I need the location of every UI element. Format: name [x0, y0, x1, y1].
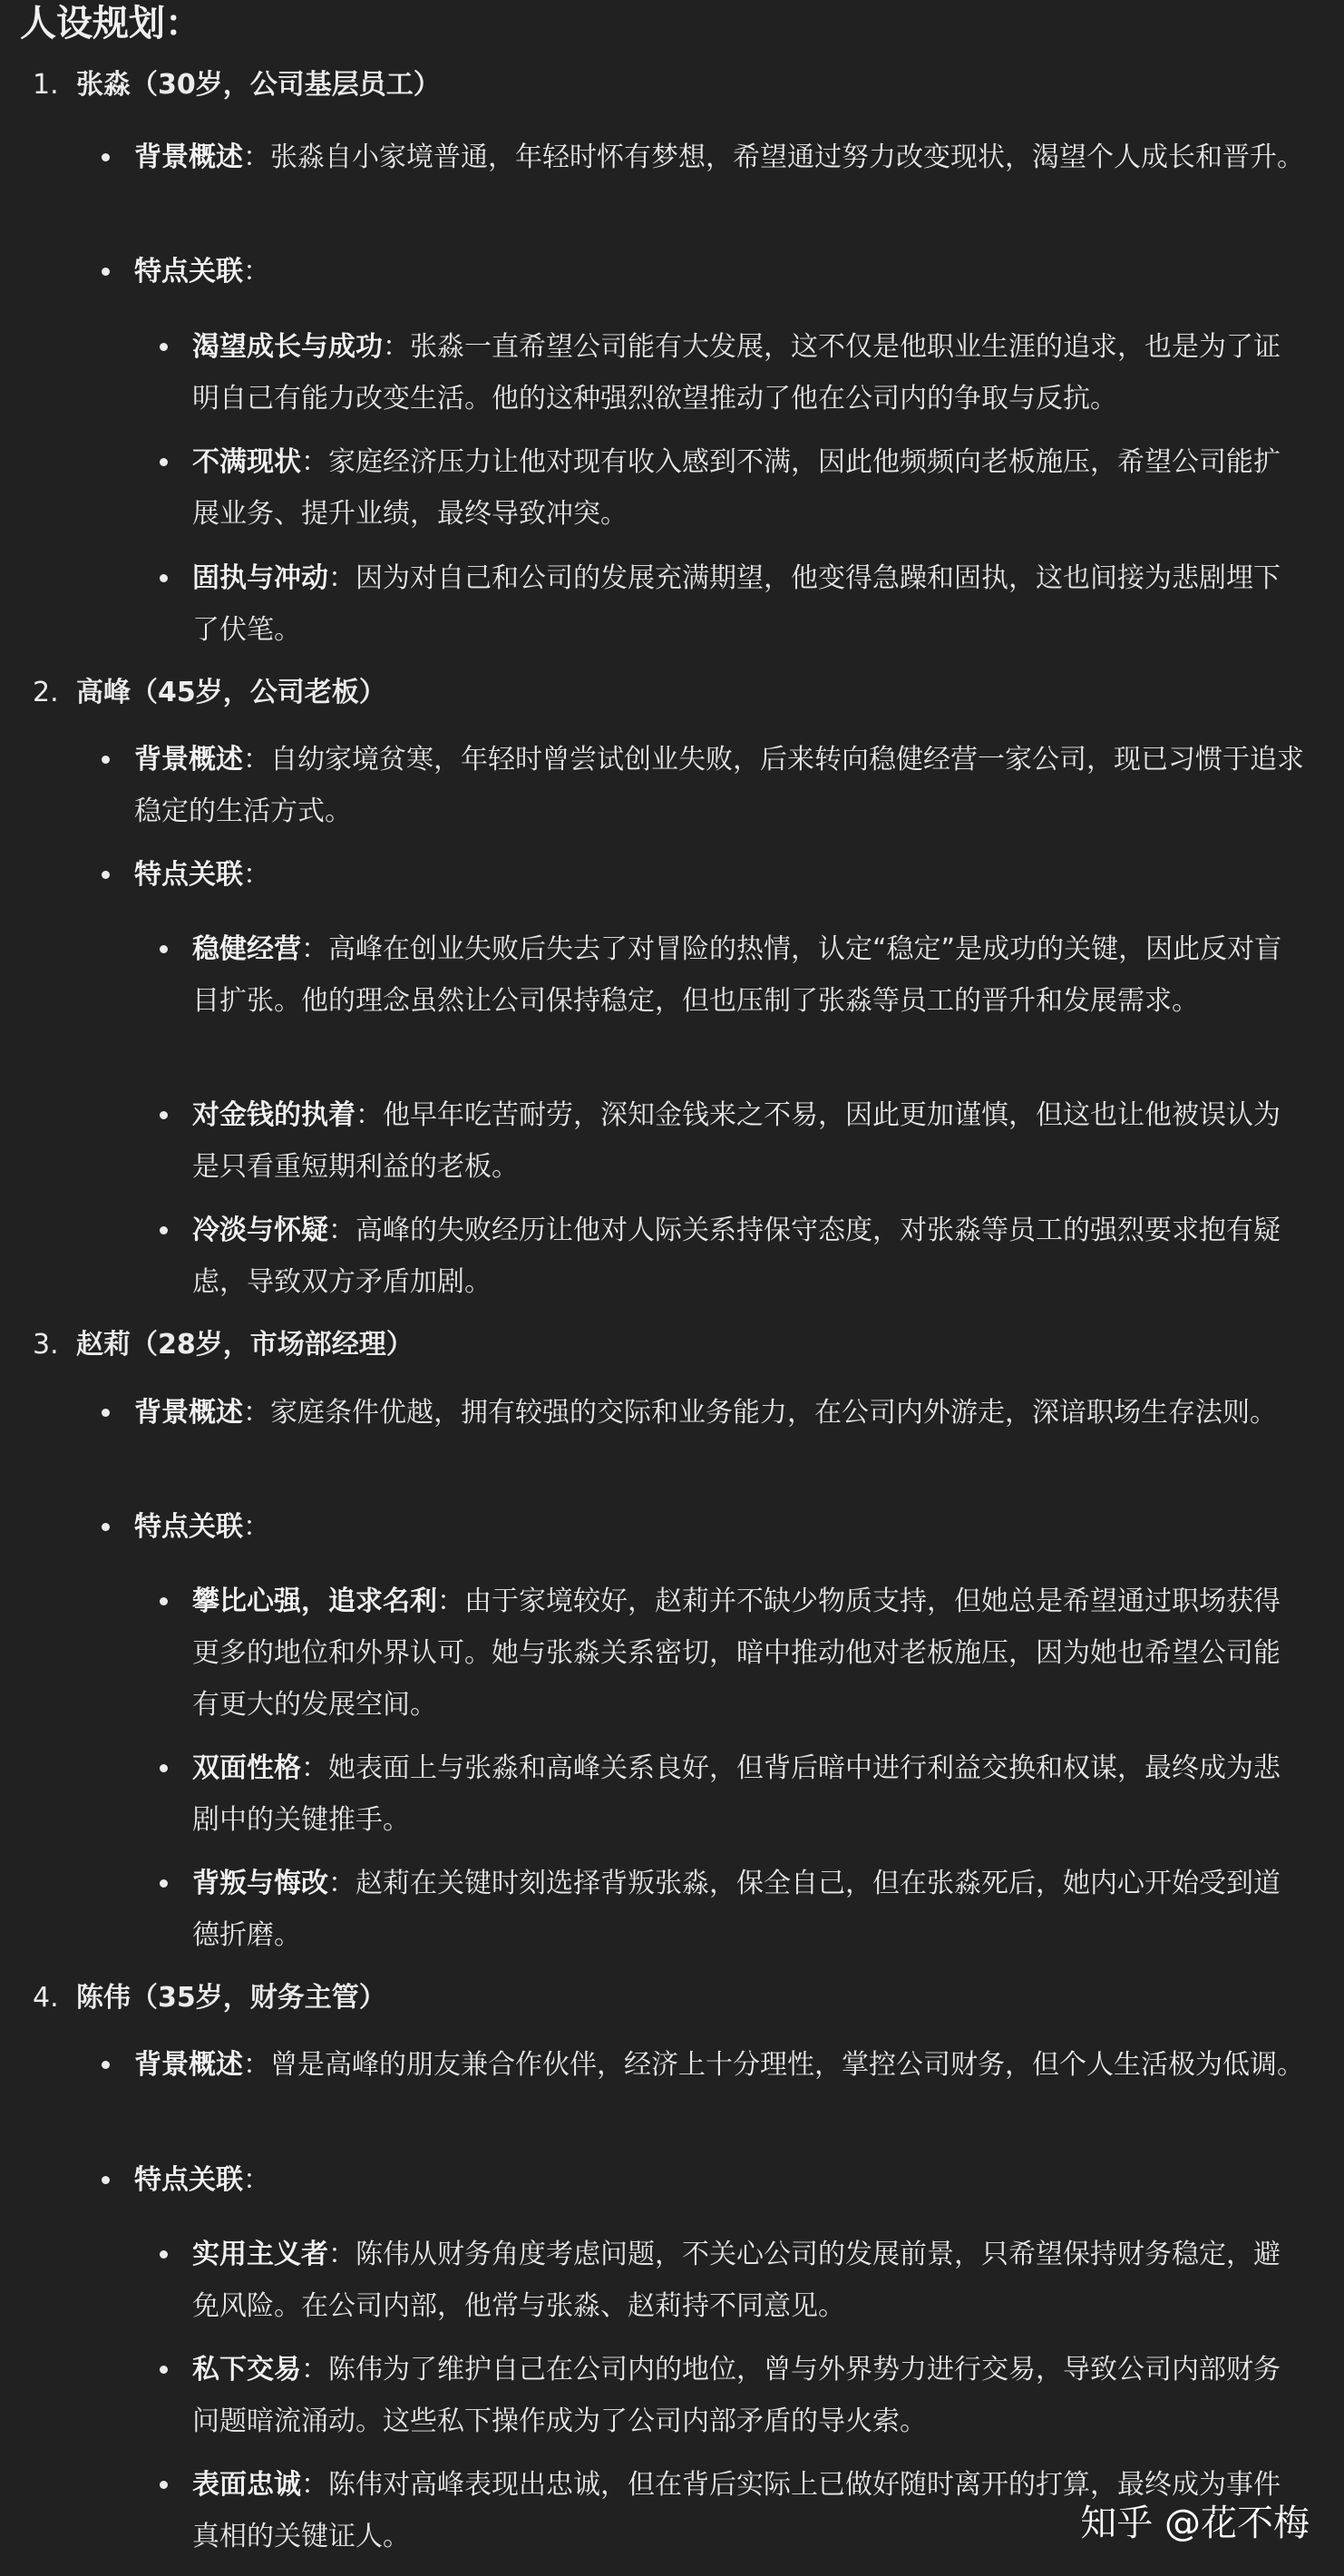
bullet-dot-icon: [160, 1879, 168, 1888]
trait-label: 稳健经营: [192, 933, 301, 965]
bullet-dot-icon: [160, 574, 168, 582]
trait-label: 攀比心强，追求名利: [192, 1586, 437, 1617]
background-bullet: [134, 1387, 1304, 1439]
trait-label: 实用主义者: [192, 2239, 328, 2270]
bullet-separator: ：: [243, 2164, 270, 2196]
bullet-separator: ：: [301, 933, 328, 965]
trait-label: 私下交易: [192, 2354, 301, 2386]
trait-label: 对金钱的执着: [192, 1099, 355, 1131]
bullet-dot-icon: [102, 153, 110, 161]
character-heading: [33, 1978, 386, 2018]
bullet-separator: ：: [328, 1215, 355, 1246]
bullet-separator: ：: [437, 1586, 464, 1617]
trait-text: 赵莉在关键时刻选择背叛张淼，保全自己，但在张淼死后，她内心开始受到道德折磨。: [192, 1868, 1281, 1951]
bullet-label: 背景概述: [134, 141, 243, 173]
bullet-label: 特点关联: [134, 256, 243, 288]
trait-label: 背叛与悔改: [192, 1868, 328, 1899]
trait-text: 家庭经济压力让他对现有收入感到不满，因此他频频向老板施压，希望公司能扩展业务、提升业绩，最终导致冲突。: [192, 446, 1281, 530]
list-number: 4.: [33, 1982, 59, 2014]
bullet-dot-icon: [160, 1226, 168, 1234]
trait-text: 陈伟为了维护自己在公司内的地位，曾与外界势力进行交易，导致公司内部财务问题暗流涌动。这些私下操作成为了公司内部矛盾的导火索。: [192, 2354, 1281, 2437]
bullet-dot-icon: [160, 2481, 168, 2489]
bullet-label: 特点关联: [134, 859, 243, 891]
bullet-separator: ：: [243, 256, 270, 288]
bullet-separator: ：: [301, 446, 328, 478]
bullet-separator: ：: [383, 331, 410, 363]
bullet-label: 特点关联: [134, 2164, 243, 2196]
trait-item: [192, 1742, 1304, 1846]
traits-bullet: [134, 849, 1304, 901]
bullet-separator: ：: [301, 2354, 328, 2386]
trait-item: [192, 1858, 1304, 1961]
trait-label: 固执与冲动: [192, 562, 328, 594]
bullet-dot-icon: [160, 945, 168, 953]
trait-item: [192, 1205, 1304, 1308]
bullet-dot-icon: [102, 2176, 110, 2184]
bullet-separator: ：: [328, 562, 355, 594]
trait-text: 陈伟对高峰表现出忠诚，但在背后实际上已做好随时离开的打算，最终成为事件真相的关键证人。: [192, 2469, 1281, 2552]
character-name: 陈伟（35岁，财务主管）: [76, 1982, 386, 2014]
bullet-text: 自幼家境贫寒，年轻时曾尝试创业失败，后来转向稳健经营一家公司，现已习惯于追求稳定的生活方式。: [134, 744, 1304, 827]
traits-bullet: [134, 246, 1304, 298]
bullet-text: 张淼自小家境普通，年轻时怀有梦想，希望通过努力改变现状，渴望个人成长和晋升。: [270, 141, 1304, 173]
bullet-dot-icon: [160, 1597, 168, 1605]
bullet-label: 背景概述: [134, 1397, 243, 1429]
bullet-separator: ：: [301, 2469, 328, 2501]
trait-item: [192, 321, 1304, 424]
list-number: 3.: [33, 1329, 59, 1361]
bullet-dot-icon: [160, 458, 168, 466]
bullet-dot-icon: [160, 1764, 168, 1772]
trait-item: [192, 923, 1304, 1027]
bullet-dot-icon: [160, 1111, 168, 1119]
character-name: 高峰（45岁，公司老板）: [76, 677, 386, 708]
trait-text: 高峰的失败经历让他对人际关系持保守态度，对张淼等员工的强烈要求抱有疑虑，导致双方矛盾加剧。: [192, 1215, 1281, 1298]
trait-text: 高峰在创业失败后失去了对冒险的热情，认定“稳定”是成功的关键，因此反对盲目扩张。他的理念虽然让公司保持稳定，但也压制了张淼等员工的晋升和发展需求。: [192, 933, 1282, 1017]
trait-text: 由于家境较好，赵莉并不缺少物质支持，但她总是希望通过职场获得更多的地位和外界认可。她与张淼关系密切，暗中推动他对老板施压，因为她也希望公司能有更大的发展空间。: [192, 1586, 1281, 1721]
trait-text: 张淼一直希望公司能有大发展，这不仅是他职业生涯的追求，也是为了证明自己有能力改变生活。他的这种强烈欲望推动了他在公司内的争取与反抗。: [192, 331, 1281, 415]
trait-item: [192, 1576, 1304, 1731]
bullet-dot-icon: [102, 1409, 110, 1417]
trait-label: 不满现状: [192, 446, 301, 478]
trait-label: 双面性格: [192, 1752, 301, 1784]
traits-bullet: [134, 2154, 1304, 2206]
character-heading: [33, 673, 386, 713]
bullet-separator: ：: [328, 2239, 355, 2270]
background-bullet: [134, 734, 1304, 837]
bullet-separator: ：: [243, 2049, 270, 2081]
trait-item: [192, 2229, 1304, 2332]
character-name: 张淼（30岁，公司基层员工）: [76, 69, 441, 101]
bullet-label: 特点关联: [134, 1511, 243, 1543]
list-number: 2.: [33, 677, 59, 708]
trait-text: 她表面上与张淼和高峰关系良好，但背后暗中进行利益交换和权谋，最终成为悲剧中的关键推手。: [192, 1752, 1281, 1836]
trait-label: 渴望成长与成功: [192, 331, 383, 363]
character-heading: [33, 65, 441, 105]
bullet-separator: ：: [243, 1511, 270, 1543]
trait-text: 因为对自己和公司的发展充满期望，他变得急躁和固执，这也间接为悲剧埋下了伏笔。: [192, 562, 1281, 646]
bullet-separator: ：: [243, 744, 270, 776]
bullet-text: 曾是高峰的朋友兼合作伙伴，经济上十分理性，掌控公司财务，但个人生活极为低调。: [270, 2049, 1304, 2081]
background-bullet: [134, 132, 1304, 183]
bullet-dot-icon: [102, 871, 110, 879]
character-name: 赵莉（28岁，市场部经理）: [76, 1329, 414, 1361]
character-heading: [33, 1325, 414, 1365]
trait-label: 冷淡与怀疑: [192, 1215, 328, 1246]
bullet-dot-icon: [160, 343, 168, 351]
list-number: 1.: [33, 69, 59, 101]
bullet-dot-icon: [160, 2250, 168, 2259]
bullet-dot-icon: [102, 1523, 110, 1531]
bullet-separator: ：: [243, 859, 270, 891]
bullet-separator: ：: [328, 1868, 355, 1899]
watermark: 知乎 @花不梅: [1080, 2503, 1310, 2544]
bullet-dot-icon: [102, 756, 110, 764]
bullet-dot-icon: [160, 2366, 168, 2374]
bullet-separator: ：: [243, 141, 270, 173]
bullet-label: 背景概述: [134, 744, 243, 776]
trait-label: 表面忠诚: [192, 2469, 301, 2501]
page-title: 人设规划：: [20, 3, 201, 44]
bullet-dot-icon: [102, 2061, 110, 2069]
trait-item: [192, 2344, 1304, 2447]
trait-item: [192, 552, 1304, 656]
trait-item: [192, 1089, 1304, 1193]
trait-text: 陈伟从财务角度考虑问题，不关心公司的发展前景，只希望保持财务稳定，避免风险。在公司内部，他常与张淼、赵莉持不同意见。: [192, 2239, 1281, 2322]
background-bullet: [134, 2039, 1304, 2091]
bullet-text: 家庭条件优越，拥有较强的交际和业务能力，在公司内外游走，深谙职场生存法则。: [270, 1397, 1277, 1429]
bullet-dot-icon: [102, 268, 110, 276]
bullet-separator: ：: [243, 1397, 270, 1429]
bullet-separator: ：: [301, 1752, 328, 1784]
traits-bullet: [134, 1501, 1304, 1553]
trait-text: 他早年吃苦耐劳，深知金钱来之不易，因此更加谨慎，但这也让他被误认为是只看重短期利益的老板。: [192, 1099, 1281, 1183]
bullet-separator: ：: [355, 1099, 383, 1131]
trait-item: [192, 436, 1304, 540]
bullet-label: 背景概述: [134, 2049, 243, 2081]
